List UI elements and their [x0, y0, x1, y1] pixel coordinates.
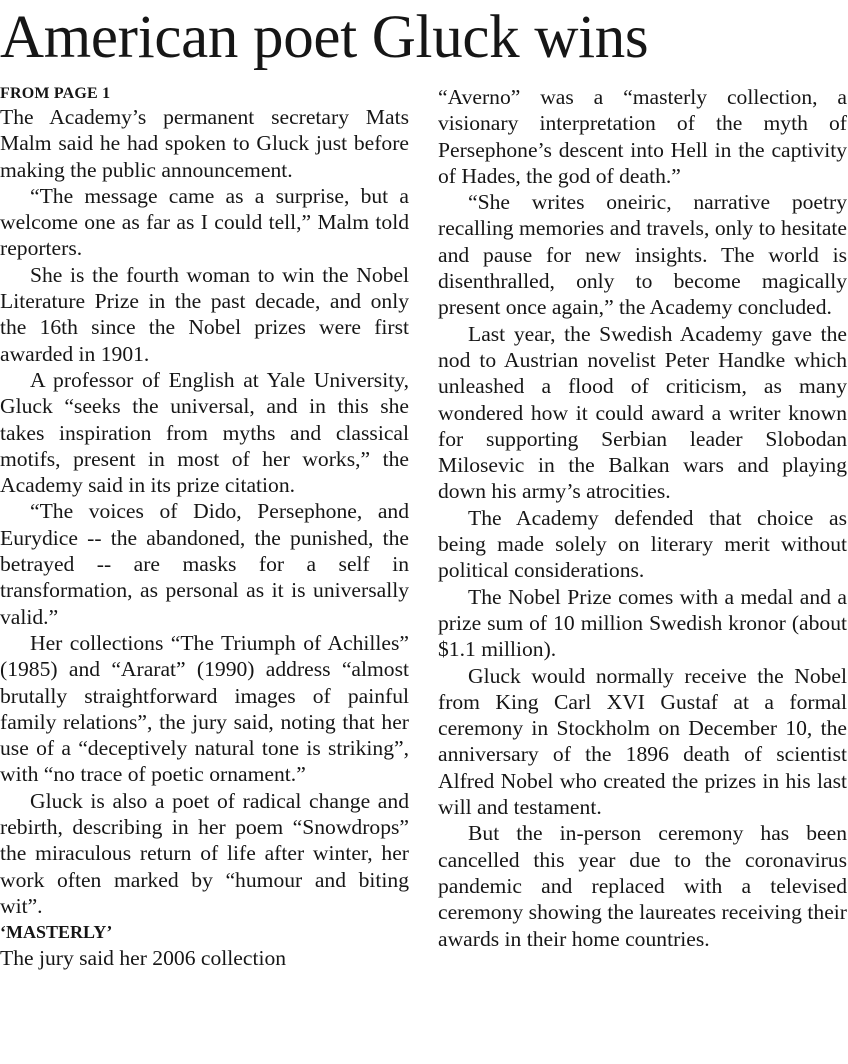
paragraph: “The message came as a surprise, but a welcome one as far as I could tell,” Malm told reporters.	[0, 183, 409, 261]
article-column-right	[438, 84, 847, 952]
article-column-left	[0, 84, 409, 972]
paragraph: “She writes oneiric, narrative poetry recalling memories and travels, only to hesitate and pause for new insights. The world is disenthralled, only to become magically present once again,” the Academy concluded.	[438, 190, 847, 320]
paragraph: Last year, the Swedish Academy gave the nod to Austrian novelist Peter Handke which unleashed a flood of criticism, as many wondered how it could award a writer known for supporting Serbian leader Slobodan Milosevic in the Balkan wars and playing down his army’s atrocities.	[438, 321, 847, 504]
paragraph: Gluck is also a poet of radical change and rebirth, describing in her poem “Snowdrops” the miraculous return of life after winter, her work often marked by “humour and biting wit”.	[0, 788, 409, 918]
paragraph: A professor of English at Yale University, Gluck “seeks the universal, and in this she takes inspiration from myths and classical motifs, present in most of her works,” the Academy said in its prize citation.	[0, 367, 409, 498]
subhead: ‘MASTERLY’	[0, 922, 113, 943]
headline: American poet Gluck wins	[0, 4, 649, 71]
page-jump-kicker: FROM PAGE 1	[0, 85, 111, 102]
paragraph: Her collections “The Triumph of Achilles” (1985) and “Ararat” (1990) address “almost brutally straightforward images of painful family relations”, the jury said, noting that her use of a “deceptively natural tone is striking”, with “no trace of poetic ornament.”	[0, 630, 409, 787]
paragraph: But the in-person ceremony has been cancelled this year due to the coronavirus pandemic and replaced with a televised ceremony showing the laureates receiving their awards in their home countries.	[438, 821, 847, 951]
paragraph: She is the fourth woman to win the Nobel Literature Prize in the past decade, and only the 16th since the Nobel prizes were first awarded in 1901.	[0, 262, 409, 366]
paragraph: Gluck would normally receive the Nobel from King Carl XVI Gustaf at a formal ceremony in Stockholm on December 10, the anniversary of the 1896 death of scientist Alfred Nobel who created the prizes in his last will and testament.	[438, 663, 847, 820]
paragraph: The Academy defended that choice as being made solely on literary merit without political considerations.	[438, 505, 847, 583]
paragraph: The Nobel Prize comes with a medal and a prize sum of 10 million Swedish kronor (about $1.1 million).	[438, 584, 847, 662]
paragraph: The jury said her 2006 collection	[0, 946, 287, 971]
paragraph: “Averno” was a “masterly collection, a visionary interpretation of the myth of Persephone’s descent into Hell in the captivity of Hades, the god of death.”	[438, 85, 847, 188]
paragraph: The Academy’s permanent secretary Mats Malm said he had spoken to Gluck just before making the public announcement.	[0, 105, 409, 182]
paragraph: “The voices of Dido, Persephone, and Eurydice -- the abandoned, the punished, the betrayed -- are masks for a self in transformation, as personal as it is universally valid.”	[0, 499, 409, 629]
